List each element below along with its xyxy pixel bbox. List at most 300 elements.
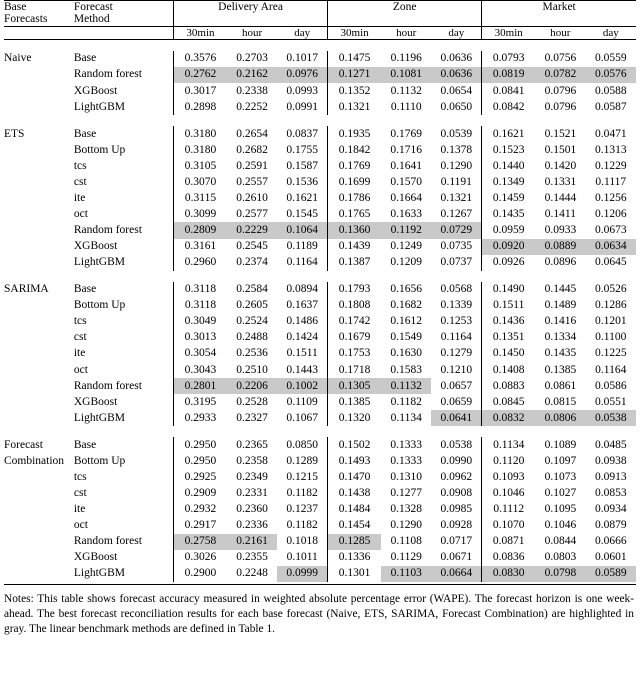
metric-cell: 0.1445 bbox=[544, 283, 577, 296]
metric-cell: 0.1011 bbox=[286, 551, 318, 564]
metric-cell: 0.1587 bbox=[286, 159, 319, 172]
spacer-row bbox=[4, 115, 636, 126]
metric-cell: 0.1290 bbox=[440, 159, 473, 172]
forecast-method-label: ite bbox=[73, 191, 86, 204]
metric-cell: 0.1443 bbox=[286, 363, 319, 376]
metric-cell: 0.0896 bbox=[544, 256, 577, 269]
forecast-method-label: ite bbox=[73, 347, 86, 360]
metric-cell: 0.1416 bbox=[544, 315, 577, 328]
metric-cell: 0.1935 bbox=[328, 126, 381, 142]
metric-cell: 0.1132 bbox=[381, 378, 431, 394]
metric-cell: 0.1097 bbox=[544, 454, 577, 467]
table-row bbox=[4, 330, 636, 346]
table-row bbox=[4, 190, 636, 206]
metric-cell: 0.0933 bbox=[544, 224, 577, 237]
metric-cell: 0.1002 bbox=[277, 378, 327, 394]
subheader-da-day: day bbox=[277, 26, 327, 39]
metric-cell: 0.0735 bbox=[440, 240, 473, 253]
metric-cell: 0.1018 bbox=[286, 535, 319, 548]
forecast-method-label: Bottom Up bbox=[73, 454, 126, 467]
metric-cell: 0.1267 bbox=[440, 207, 473, 220]
metric-cell: 0.1490 bbox=[482, 282, 535, 298]
forecast-method-label: cst bbox=[73, 486, 87, 499]
base-forecast-label bbox=[4, 550, 74, 566]
metric-cell: 0.3195 bbox=[174, 394, 227, 410]
metric-cell: 0.2654 bbox=[236, 127, 268, 140]
subheader-market-30min: 30min bbox=[482, 26, 535, 39]
metric-cell: 0.0889 bbox=[535, 239, 585, 255]
base-forecast-label bbox=[4, 158, 74, 174]
metric-cell: 0.2248 bbox=[236, 567, 268, 580]
header-base-forecasts-line1: Base bbox=[4, 1, 27, 13]
table-row bbox=[4, 410, 636, 426]
metric-cell: 0.2338 bbox=[236, 84, 268, 97]
metric-cell: 0.1436 bbox=[482, 314, 535, 330]
forecast-method-label: LightGBM bbox=[73, 567, 125, 580]
metric-cell: 0.1493 bbox=[328, 453, 381, 469]
metric-cell: 0.1253 bbox=[440, 315, 473, 328]
metric-cell: 0.1454 bbox=[328, 518, 381, 534]
metric-cell: 0.1191 bbox=[440, 175, 472, 188]
header-forecast-method-line1: Forecast bbox=[73, 1, 113, 13]
table-row bbox=[4, 174, 636, 190]
metric-cell: 0.0793 bbox=[482, 51, 535, 67]
metric-cell: 0.0883 bbox=[482, 378, 535, 394]
base-forecast-label bbox=[4, 518, 74, 534]
base-forecast-label: ETS bbox=[4, 127, 25, 140]
metric-cell: 0.0641 bbox=[431, 410, 481, 426]
metric-cell: 0.1089 bbox=[544, 438, 577, 451]
metric-cell: 0.1328 bbox=[390, 503, 423, 516]
metric-cell: 0.1046 bbox=[482, 485, 535, 501]
forecast-method-label: Random forest bbox=[73, 379, 142, 392]
metric-cell: 0.0803 bbox=[544, 551, 577, 564]
base-forecast-label bbox=[4, 394, 74, 410]
metric-cell: 0.1229 bbox=[594, 159, 627, 172]
metric-cell: 0.1511 bbox=[286, 347, 318, 360]
table-row bbox=[4, 222, 636, 238]
metric-cell: 0.1164 bbox=[595, 363, 627, 376]
metric-cell: 0.1192 bbox=[381, 222, 431, 238]
metric-cell: 0.0841 bbox=[482, 83, 535, 99]
metric-cell: 0.0654 bbox=[440, 84, 473, 97]
metric-cell: 0.1301 bbox=[328, 566, 381, 582]
metric-cell: 0.1842 bbox=[328, 142, 381, 158]
forecast-method-label: cst bbox=[73, 331, 87, 344]
metric-cell: 0.3118 bbox=[174, 298, 227, 314]
metric-cell: 0.2758 bbox=[174, 534, 227, 550]
subheader-market-day: day bbox=[586, 26, 636, 39]
metric-cell: 0.1450 bbox=[482, 346, 535, 362]
forecast-method-label: oct bbox=[73, 363, 88, 376]
metric-cell: 0.1182 bbox=[286, 519, 318, 532]
forecast-method-label: XGBoost bbox=[73, 395, 118, 408]
metric-cell: 0.0796 bbox=[544, 84, 577, 97]
forecast-method-label: ite bbox=[73, 503, 86, 516]
metric-cell: 0.1716 bbox=[390, 143, 423, 156]
metric-cell: 0.1067 bbox=[286, 411, 319, 424]
metric-cell: 0.1633 bbox=[390, 207, 423, 220]
metric-cell: 0.1549 bbox=[390, 331, 423, 344]
metric-cell: 0.1435 bbox=[482, 206, 535, 222]
table-notes: Notes: This table shows forecast accuracy measured in weighted absolute percentage error (WAPE). The forecast horizon is one week-ahead. The best forecast reconciliation results for each base forecast (Naive, ETS, SARIMA, Forecast Combination) are highlighted in gray. The linear benchmark methods are defined in Table 1. bbox=[4, 592, 634, 636]
metric-cell: 0.1385 bbox=[328, 394, 381, 410]
metric-cell: 0.3180 bbox=[174, 126, 227, 142]
metric-cell: 0.2900 bbox=[174, 566, 227, 582]
metric-cell: 0.0717 bbox=[440, 535, 473, 548]
base-forecast-label bbox=[4, 410, 74, 426]
metric-cell: 0.0551 bbox=[594, 395, 627, 408]
metric-cell: 0.0588 bbox=[594, 84, 627, 97]
subheader-da-30min: 30min bbox=[174, 26, 227, 39]
base-forecast-label bbox=[4, 314, 74, 330]
table-row bbox=[4, 550, 636, 566]
metric-cell: 0.0538 bbox=[440, 438, 473, 451]
metric-cell: 0.1095 bbox=[544, 503, 577, 516]
metric-cell: 0.0576 bbox=[586, 67, 636, 83]
metric-cell: 0.1277 bbox=[390, 486, 423, 499]
table-row bbox=[4, 362, 636, 378]
base-forecast-label bbox=[4, 190, 74, 206]
metric-cell: 0.2528 bbox=[236, 395, 268, 408]
metric-cell: 0.1435 bbox=[544, 347, 577, 360]
metric-cell: 0.1189 bbox=[286, 240, 318, 253]
metric-cell: 0.1699 bbox=[328, 174, 381, 190]
metric-cell: 0.0559 bbox=[594, 52, 627, 65]
forecast-method-label: LightGBM bbox=[73, 100, 125, 113]
metric-cell: 0.0589 bbox=[586, 566, 636, 582]
metric-cell: 0.0959 bbox=[482, 222, 535, 238]
metric-cell: 0.0645 bbox=[594, 256, 627, 269]
metric-cell: 0.1093 bbox=[482, 469, 535, 485]
base-forecast-label bbox=[4, 330, 74, 346]
forecast-method-label: XGBoost bbox=[73, 551, 118, 564]
metric-cell: 0.2536 bbox=[236, 347, 268, 360]
metric-cell: 0.1290 bbox=[390, 519, 423, 532]
forecast-method-label: LightGBM bbox=[73, 411, 125, 424]
metric-cell: 0.0806 bbox=[535, 410, 585, 426]
forecast-method-label: Random forest bbox=[73, 68, 142, 81]
header-base-forecasts-line2: Forecasts bbox=[4, 13, 48, 26]
table-row bbox=[4, 282, 636, 298]
metric-cell: 0.1164 bbox=[286, 256, 318, 269]
metric-cell: 0.3118 bbox=[174, 282, 227, 298]
base-forecast-label bbox=[4, 206, 74, 222]
metric-cell: 0.1679 bbox=[328, 330, 381, 346]
metric-cell: 0.1182 bbox=[390, 395, 422, 408]
metric-cell: 0.1459 bbox=[482, 190, 535, 206]
metric-cell: 0.1570 bbox=[390, 175, 423, 188]
base-forecast-label bbox=[4, 222, 74, 238]
table-row bbox=[4, 255, 636, 271]
table-row bbox=[4, 453, 636, 469]
metric-cell: 0.1064 bbox=[277, 222, 327, 238]
table-header-row bbox=[4, 1, 636, 26]
metric-cell: 0.2162 bbox=[227, 67, 277, 83]
metric-cell: 0.0985 bbox=[440, 503, 473, 516]
metric-cell: 0.1331 bbox=[544, 175, 577, 188]
metric-cell: 0.1489 bbox=[544, 299, 577, 312]
table-row bbox=[4, 314, 636, 330]
metric-cell: 0.2584 bbox=[236, 283, 268, 296]
forecast-method-label: oct bbox=[73, 519, 88, 532]
metric-cell: 0.0485 bbox=[594, 438, 627, 451]
table-row bbox=[4, 126, 636, 142]
metric-cell: 0.2809 bbox=[174, 222, 227, 238]
table-row bbox=[4, 378, 636, 394]
metric-cell: 0.1769 bbox=[390, 127, 423, 140]
table-row bbox=[4, 346, 636, 362]
table-row bbox=[4, 437, 636, 453]
forecast-method-label: cst bbox=[73, 175, 87, 188]
metric-cell: 0.2510 bbox=[236, 363, 268, 376]
metric-cell: 0.1215 bbox=[286, 470, 319, 483]
header-group-market: Market bbox=[482, 1, 636, 26]
metric-cell: 0.0894 bbox=[286, 283, 319, 296]
metric-cell: 0.0634 bbox=[586, 239, 636, 255]
metric-cell: 0.1120 bbox=[482, 453, 535, 469]
metric-cell: 0.0539 bbox=[440, 127, 473, 140]
metric-cell: 0.1310 bbox=[390, 470, 423, 483]
metric-cell: 0.0991 bbox=[286, 100, 319, 113]
metric-cell: 0.1664 bbox=[390, 191, 423, 204]
metric-cell: 0.1440 bbox=[482, 158, 535, 174]
metric-cell: 0.1201 bbox=[594, 315, 627, 328]
table-row bbox=[4, 298, 636, 314]
table-row bbox=[4, 501, 636, 517]
metric-cell: 0.0650 bbox=[440, 100, 473, 113]
metric-cell: 0.2355 bbox=[236, 551, 268, 564]
metric-cell: 0.0845 bbox=[482, 394, 535, 410]
forecast-method-label: XGBoost bbox=[73, 84, 118, 97]
subheader-zone-hour: hour bbox=[381, 26, 431, 39]
metric-cell: 0.0666 bbox=[594, 535, 627, 548]
metric-cell: 0.1336 bbox=[328, 550, 381, 566]
forecast-method-label: tcs bbox=[73, 470, 87, 483]
forecast-method-label: Bottom Up bbox=[73, 143, 126, 156]
metric-cell: 0.2360 bbox=[236, 503, 268, 516]
metric-cell: 0.1112 bbox=[482, 501, 535, 517]
metric-cell: 0.1286 bbox=[594, 299, 627, 312]
metric-cell: 0.1621 bbox=[482, 126, 535, 142]
metric-cell: 0.2331 bbox=[236, 486, 268, 499]
metric-cell: 0.0657 bbox=[440, 379, 473, 392]
metric-cell: 0.1285 bbox=[328, 534, 381, 550]
metric-cell: 0.0796 bbox=[544, 100, 577, 113]
metric-cell: 0.1225 bbox=[594, 347, 627, 360]
base-forecast-label bbox=[4, 255, 74, 271]
metric-cell: 0.3105 bbox=[174, 158, 227, 174]
metric-cell: 0.2762 bbox=[174, 67, 227, 83]
metric-cell: 0.0659 bbox=[440, 395, 473, 408]
metric-cell: 0.0837 bbox=[286, 127, 319, 140]
metric-cell: 0.0526 bbox=[594, 283, 627, 296]
metric-cell: 0.1808 bbox=[328, 298, 381, 314]
metric-cell: 0.1320 bbox=[328, 410, 381, 426]
metric-cell: 0.1536 bbox=[286, 175, 319, 188]
metric-cell: 0.1656 bbox=[390, 283, 423, 296]
metric-cell: 0.0990 bbox=[440, 454, 473, 467]
metric-cell: 0.3115 bbox=[174, 190, 227, 206]
table-row bbox=[4, 206, 636, 222]
base-forecast-label bbox=[4, 67, 74, 83]
metric-cell: 0.0836 bbox=[482, 550, 535, 566]
metric-cell: 0.1475 bbox=[328, 51, 381, 67]
table-row bbox=[4, 99, 636, 115]
table-row bbox=[4, 469, 636, 485]
metric-cell: 0.1502 bbox=[328, 437, 381, 453]
metric-cell: 0.1438 bbox=[328, 485, 381, 501]
metric-cell: 0.1305 bbox=[328, 378, 381, 394]
header-base-forecasts bbox=[4, 1, 74, 26]
metric-cell: 0.2524 bbox=[236, 315, 268, 328]
metric-cell: 0.2703 bbox=[236, 52, 268, 65]
metric-cell: 0.3161 bbox=[174, 239, 227, 255]
forecast-method-label: tcs bbox=[73, 159, 87, 172]
metric-cell: 0.1333 bbox=[390, 454, 423, 467]
header-forecast-method bbox=[74, 1, 174, 26]
metric-cell: 0.2909 bbox=[174, 485, 227, 501]
metric-cell: 0.2488 bbox=[236, 331, 268, 344]
base-forecast-label bbox=[4, 566, 74, 582]
metric-cell: 0.0830 bbox=[482, 566, 535, 582]
forecast-method-label: oct bbox=[73, 207, 88, 220]
metric-cell: 0.0908 bbox=[440, 486, 473, 499]
metric-cell: 0.0850 bbox=[286, 438, 319, 451]
metric-cell: 0.2365 bbox=[236, 438, 268, 451]
metric-cell: 0.0737 bbox=[440, 256, 473, 269]
metric-cell: 0.0853 bbox=[594, 486, 627, 499]
base-forecast-label: Naive bbox=[4, 52, 32, 65]
forecast-method-label: XGBoost bbox=[73, 240, 118, 253]
metric-cell: 0.0673 bbox=[594, 224, 627, 237]
metric-cell: 0.0926 bbox=[482, 255, 535, 271]
metric-cell: 0.1444 bbox=[544, 191, 577, 204]
metric-cell: 0.2229 bbox=[227, 222, 277, 238]
metric-cell: 0.1630 bbox=[390, 347, 423, 360]
metric-cell: 0.0938 bbox=[594, 454, 627, 467]
metric-cell: 0.1352 bbox=[328, 83, 381, 99]
metric-cell: 0.1501 bbox=[544, 143, 577, 156]
metric-cell: 0.1110 bbox=[390, 100, 422, 113]
forecast-method-label: LightGBM bbox=[73, 256, 125, 269]
metric-cell: 0.1210 bbox=[440, 363, 473, 376]
metric-cell: 0.1351 bbox=[482, 330, 535, 346]
metric-cell: 0.1387 bbox=[328, 255, 381, 271]
metric-cell: 0.1333 bbox=[390, 438, 423, 451]
forecast-method-label: Random forest bbox=[73, 224, 142, 237]
metric-cell: 0.0664 bbox=[431, 566, 481, 582]
table-row bbox=[4, 51, 636, 67]
table-row bbox=[4, 485, 636, 501]
metric-cell: 0.3576 bbox=[174, 51, 227, 67]
metric-cell: 0.1103 bbox=[381, 566, 431, 582]
metric-cell: 0.0471 bbox=[594, 127, 627, 140]
header-group-zone: Zone bbox=[328, 1, 482, 26]
metric-cell: 0.0782 bbox=[535, 67, 585, 83]
metric-cell: 0.1349 bbox=[482, 174, 535, 190]
metric-cell: 0.1470 bbox=[328, 469, 381, 485]
metric-cell: 0.1206 bbox=[594, 207, 627, 220]
metric-cell: 0.1378 bbox=[440, 143, 473, 156]
metric-cell: 0.2950 bbox=[174, 437, 227, 453]
forecast-method-label: Base bbox=[73, 438, 97, 451]
metric-cell: 0.1070 bbox=[482, 518, 535, 534]
forecast-method-label: Base bbox=[73, 52, 97, 65]
table-subheader-row bbox=[4, 26, 636, 39]
metric-cell: 0.2557 bbox=[236, 175, 268, 188]
metric-cell: 0.1279 bbox=[440, 347, 473, 360]
metric-cell: 0.0636 bbox=[431, 67, 481, 83]
metric-cell: 0.3054 bbox=[174, 346, 227, 362]
metric-cell: 0.2801 bbox=[174, 378, 227, 394]
metric-cell: 0.1046 bbox=[544, 519, 577, 532]
metric-cell: 0.1339 bbox=[440, 299, 473, 312]
base-forecast-label: Forecast bbox=[4, 438, 43, 451]
header-group-delivery-area: Delivery Area bbox=[174, 1, 328, 26]
metric-cell: 0.1621 bbox=[286, 191, 319, 204]
table-row bbox=[4, 83, 636, 99]
metric-cell: 0.0756 bbox=[544, 52, 577, 65]
base-forecast-label bbox=[4, 362, 74, 378]
metric-cell: 0.3017 bbox=[174, 83, 227, 99]
table-bottom-rule bbox=[4, 584, 636, 585]
metric-cell: 0.1073 bbox=[544, 470, 577, 483]
metric-cell: 0.1027 bbox=[544, 486, 577, 499]
metric-cell: 0.0871 bbox=[482, 534, 535, 550]
metric-cell: 0.2358 bbox=[236, 454, 268, 467]
metric-cell: 0.2161 bbox=[227, 534, 277, 550]
forecast-method-label: Bottom Up bbox=[73, 299, 126, 312]
forecast-method-label: Random forest bbox=[73, 535, 142, 548]
base-forecast-label bbox=[4, 501, 74, 517]
metric-cell: 0.3070 bbox=[174, 174, 227, 190]
metric-cell: 0.0861 bbox=[544, 379, 577, 392]
table-row bbox=[4, 158, 636, 174]
metric-cell: 0.0729 bbox=[431, 222, 481, 238]
spacer-row bbox=[4, 39, 636, 51]
metric-cell: 0.0962 bbox=[440, 470, 473, 483]
metric-cell: 0.1321 bbox=[328, 99, 381, 115]
metric-cell: 0.1109 bbox=[286, 395, 318, 408]
metric-cell: 0.2349 bbox=[236, 470, 268, 483]
metric-cell: 0.1612 bbox=[390, 315, 423, 328]
base-forecast-label bbox=[4, 378, 74, 394]
base-forecast-label bbox=[4, 142, 74, 158]
metric-cell: 0.2545 bbox=[236, 240, 268, 253]
header-forecast-method-line2: Method bbox=[73, 13, 110, 26]
metric-cell: 0.0832 bbox=[482, 410, 535, 426]
metric-cell: 0.0587 bbox=[594, 100, 627, 113]
subheader-zone-30min: 30min bbox=[328, 26, 381, 39]
forecast-method-label: Base bbox=[73, 283, 97, 296]
metric-cell: 0.3013 bbox=[174, 330, 227, 346]
spacer-row bbox=[4, 271, 636, 282]
metric-cell: 0.1439 bbox=[328, 239, 381, 255]
spacer-row bbox=[4, 426, 636, 437]
metric-cell: 0.1385 bbox=[544, 363, 577, 376]
metric-cell: 0.2610 bbox=[236, 191, 268, 204]
metric-cell: 0.0934 bbox=[594, 503, 627, 516]
metric-cell: 0.1132 bbox=[390, 84, 422, 97]
metric-cell: 0.2206 bbox=[227, 378, 277, 394]
metric-cell: 0.0879 bbox=[594, 519, 627, 532]
metric-cell: 0.1164 bbox=[440, 331, 472, 344]
metric-cell: 0.1334 bbox=[544, 331, 577, 344]
metric-cell: 0.2577 bbox=[236, 207, 268, 220]
metric-cell: 0.1249 bbox=[390, 240, 423, 253]
metric-cell: 0.0999 bbox=[277, 566, 327, 582]
